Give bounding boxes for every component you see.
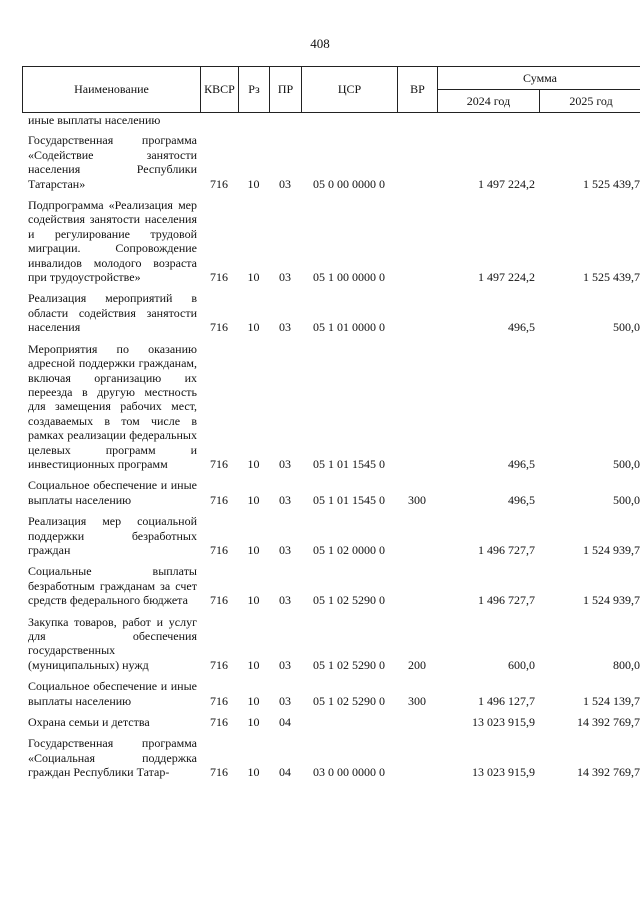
row-name: Социальное обеспечение и иные выплаты населению	[28, 478, 197, 507]
row-amount-2024: 1 497 224,2	[478, 270, 535, 285]
row-csr: 05 1 02 5290 0	[313, 693, 385, 708]
row-csr	[301, 715, 397, 736]
row-amount-2025: 1 524 139,7	[583, 693, 640, 708]
row-amount-2025: 500,0	[613, 492, 640, 507]
row-rz: 10	[247, 270, 260, 285]
row-pr: 03	[279, 456, 291, 471]
row-kvsr: 716	[210, 492, 228, 507]
row-kvsr: 716	[210, 765, 228, 780]
row-csr: 05 1 01 1545 0	[313, 456, 385, 471]
row-kvsr: 716	[210, 270, 228, 285]
table-row	[22, 715, 640, 736]
row-amount-2024: 496,5	[508, 320, 535, 335]
header-rz: Рз	[239, 67, 270, 113]
row-amount-2024: 1 497 224,2	[478, 176, 535, 191]
row-rz: 10	[247, 320, 260, 335]
row-name: Государственная программа «Содействие занятости населения Республики Татарстан»	[28, 133, 197, 191]
row-amount-2025: 500,0	[613, 320, 640, 335]
row-pr: 03	[279, 320, 291, 335]
row-pr: 03	[279, 270, 291, 285]
row-vr	[397, 133, 437, 198]
row-name: Подпрограмма «Реализация мер содействия занятости населения и регулирование трудовой миграции. Сопровождение инвалидов молодого возраста при трудоустройстве»	[28, 198, 197, 285]
row-csr: 05 1 02 0000 0	[313, 542, 385, 557]
row-amount-2024: 496,5	[508, 492, 535, 507]
row-name: Реализация мер социальной поддержки безработных граждан	[28, 514, 197, 557]
row-pr: 03	[279, 593, 291, 608]
row-amount-2024: 1 496 727,7	[478, 593, 535, 608]
row-pr: 04	[279, 715, 291, 730]
row-csr: 05 1 02 5290 0	[313, 657, 385, 672]
table-row	[22, 679, 640, 715]
row-rz: 10	[247, 492, 260, 507]
row-kvsr: 716	[210, 456, 228, 471]
row-csr: 05 1 00 0000 0	[313, 270, 385, 285]
row-rz: 10	[247, 657, 260, 672]
row-rz: 10	[247, 176, 260, 191]
table-row	[22, 291, 640, 341]
row-rz: 10	[247, 593, 260, 608]
header-sum: Сумма	[438, 67, 640, 90]
row-csr: 05 0 00 0000 0	[313, 176, 385, 191]
table-row	[22, 514, 640, 564]
header-year-2024: 2024 год	[438, 90, 540, 113]
row-amount-2024: 600,0	[508, 657, 535, 672]
row-vr	[397, 342, 437, 479]
row-amount-2025: 800,0	[613, 657, 640, 672]
row-amount-2024: 13 023 915,9	[472, 715, 535, 730]
row-pr: 03	[279, 492, 291, 507]
row-rz: 10	[247, 456, 260, 471]
row-vr	[397, 291, 437, 341]
row-kvsr: 716	[210, 715, 228, 730]
continued-row	[22, 113, 640, 133]
row-kvsr: 716	[210, 542, 228, 557]
header-kvsr: КВСР	[201, 67, 239, 113]
row-name: Реализация мероприятий в области содействия занятости населения	[28, 291, 197, 335]
row-kvsr: 716	[210, 320, 228, 335]
row-kvsr: 716	[210, 176, 228, 191]
row-amount-2025: 500,0	[613, 456, 640, 471]
row-vr: 300	[408, 693, 426, 708]
header-pr: ПР	[270, 67, 302, 113]
row-name: Закупка товаров, работ и услуг для обеспечения государственных (муниципальных) нужд	[28, 614, 197, 672]
table-row	[22, 615, 640, 680]
row-kvsr: 716	[210, 693, 228, 708]
header-year-2025: 2025 год	[540, 90, 640, 113]
budget-table	[22, 113, 640, 780]
row-name: Государственная программа «Социальная поддержка граждан Республики Татар-	[28, 736, 197, 780]
row-amount-2024: 1 496 727,7	[478, 542, 535, 557]
row-amount-2025: 1 525 439,7	[583, 176, 640, 191]
row-rz: 10	[247, 715, 260, 730]
row-amount-2024: 13 023 915,9	[472, 765, 535, 780]
row-amount-2024: 496,5	[508, 456, 535, 471]
header-csr: ЦСР	[302, 67, 398, 113]
table-row	[22, 198, 640, 291]
row-amount-2025: 1 524 939,7	[583, 593, 640, 608]
row-vr: 300	[408, 492, 426, 507]
row-csr: 05 1 01 0000 0	[313, 320, 385, 335]
row-amount-2025: 14 392 769,7	[577, 765, 640, 780]
row-vr	[397, 198, 437, 291]
row-rz: 10	[247, 765, 260, 780]
row-name: Социальное обеспечение и иные выплаты населению	[28, 679, 197, 708]
table-row	[22, 133, 640, 198]
row-pr: 04	[279, 765, 291, 780]
row-kvsr: 716	[210, 593, 228, 608]
table-header	[22, 66, 640, 113]
row-amount-2024: 1 496 127,7	[478, 693, 535, 708]
row-vr	[397, 564, 437, 614]
header-name: Наименование	[23, 67, 201, 113]
row-name: Охрана семьи и детства	[28, 715, 150, 730]
row-rz: 10	[247, 693, 260, 708]
row-csr: 05 1 01 1545 0	[313, 492, 385, 507]
table-row	[22, 342, 640, 479]
table-row	[22, 736, 640, 779]
page-number: 408	[310, 36, 330, 51]
row-amount-2025: 1 524 939,7	[583, 542, 640, 557]
row-pr: 03	[279, 693, 291, 708]
row-vr: 200	[408, 657, 426, 672]
table-row	[22, 478, 640, 514]
row-rz: 10	[247, 542, 260, 557]
row-amount-2025: 1 525 439,7	[583, 270, 640, 285]
row-vr	[397, 514, 437, 564]
row-name: Социальные выплаты безработным гражданам за счет средств федерального бюджета	[28, 564, 197, 608]
row-amount-2025: 14 392 769,7	[577, 715, 640, 730]
row-vr	[397, 715, 437, 736]
row-pr: 03	[279, 542, 291, 557]
row-pr: 03	[279, 176, 291, 191]
row-vr	[397, 736, 437, 779]
row-pr: 03	[279, 657, 291, 672]
table-row	[22, 564, 640, 614]
row-csr: 03 0 00 0000 0	[313, 765, 385, 780]
row-kvsr: 716	[210, 657, 228, 672]
row-csr: 05 1 02 5290 0	[313, 593, 385, 608]
row-name: Мероприятия по оказанию адресной поддержки гражданам, включая организацию их переезда в другую местность для замещения рабочих мест, создаваемых в том числе в рамках реализации федеральных целевых программ и инвестиционных программ	[28, 341, 197, 471]
header-vr: ВР	[398, 67, 438, 113]
continued-text: иные выплаты населению	[28, 113, 161, 127]
